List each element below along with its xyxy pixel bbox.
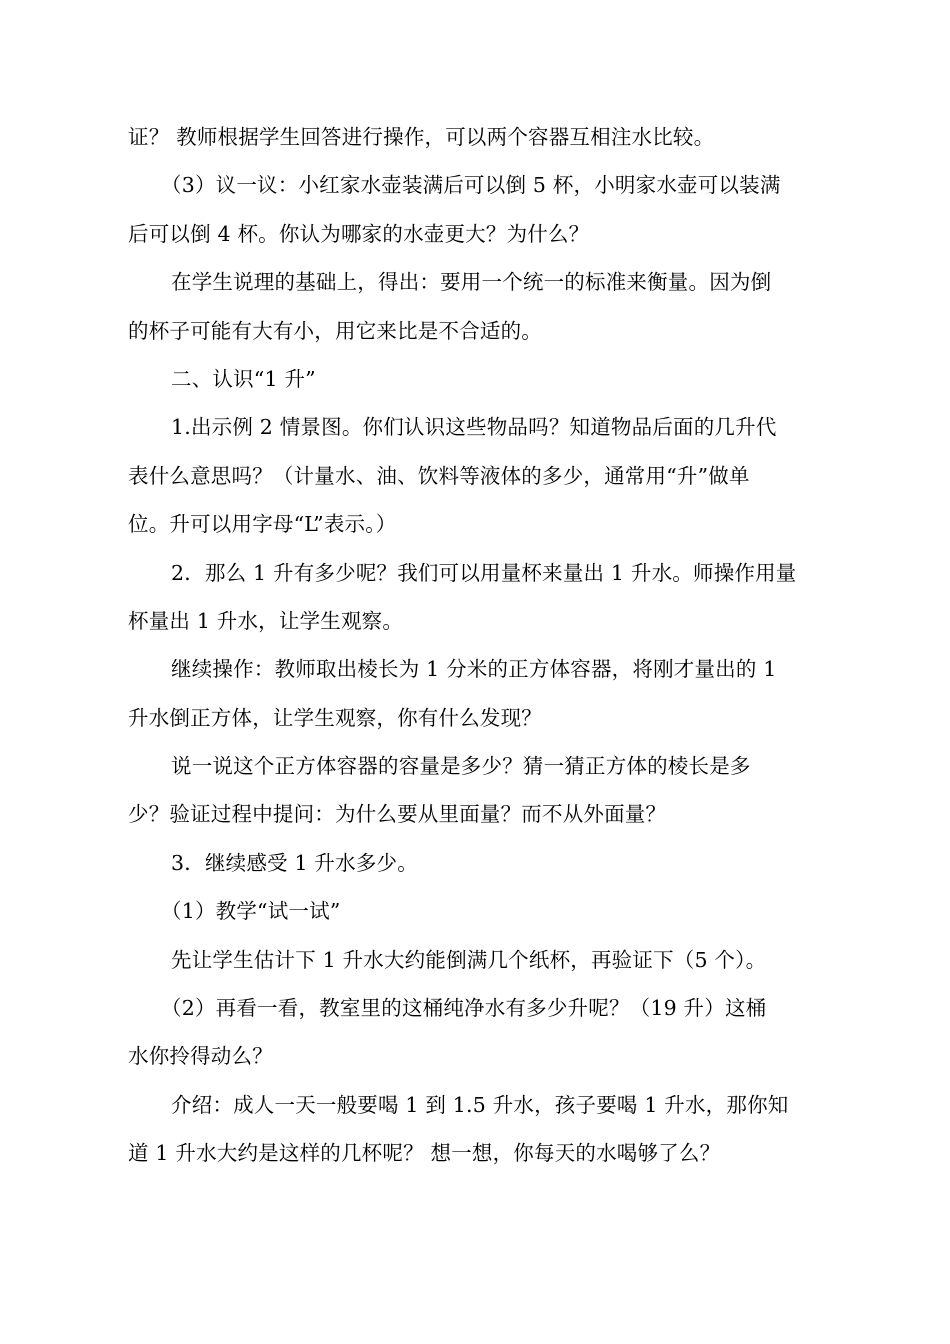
text-line: 1.出示例 2 情景图。你们认识这些物品吗？知道物品后面的几升代 bbox=[171, 415, 777, 440]
text-line: 证？ 教师根据学生回答进行操作，可以两个容器互相注水比较。 bbox=[128, 125, 715, 149]
text-line: （2）再看一看，教室里的这桶纯净水有多少升呢？（19 升）这桶 bbox=[161, 996, 767, 1021]
section-heading: 二、认识“1 升” bbox=[171, 366, 316, 391]
document-body bbox=[128, 113, 828, 1178]
text-line: 介绍：成人一天一般要喝 1 到 1.5 升水，孩子要喝 1 升水，那你知 bbox=[171, 1092, 789, 1117]
text-line: 说一说这个正方体容器的容量是多少？猜一猜正方体的棱长是多 bbox=[171, 754, 751, 779]
text-line: （3）议一议：小红家水壶装满后可以倒 5 杯，小明家水壶可以装满 bbox=[161, 173, 781, 198]
text-line: （1）教学“试一试” bbox=[161, 899, 341, 924]
text-line: 升水倒正方体，让学生观察，你有什么发现？ bbox=[128, 705, 542, 730]
text-line: 水你拎得动么？ bbox=[128, 1044, 273, 1069]
text-line: 位。升可以用字母“L”表示。） bbox=[128, 512, 397, 537]
text-line: 继续操作：教师取出棱长为 1 分米的正方体容器，将刚才量出的 1 bbox=[171, 657, 777, 682]
text-line: 的杯子可能有大有小，用它来比是不合适的。 bbox=[128, 318, 542, 343]
text-line: 先让学生估计下 1 升水大约能倒满几个纸杯，再验证下（5 个）。 bbox=[171, 947, 767, 972]
text-line: 杯量出 1 升水，让学生观察。 bbox=[128, 608, 404, 633]
text-line: 表什么意思吗？（计量水、油、饮料等液体的多少，通常用“升”做单 bbox=[128, 463, 750, 488]
text-line: 在学生说理的基础上，得出：要用一个统一的标准来衡量。因为倒 bbox=[171, 270, 772, 295]
text-line: 后可以倒 4 杯。你认为哪家的水壶更大？为什么？ bbox=[128, 221, 590, 246]
text-line: 3．继续感受 1 升水多少。 bbox=[171, 850, 418, 875]
text-line: 2．那么 1 升有多少呢？我们可以用量杯来量出 1 升水。师操作用量 bbox=[171, 560, 797, 585]
text-line: 道 1 升水大约是这样的几杯呢？ 想一想，你每天的水喝够了么？ bbox=[128, 1141, 721, 1166]
text-line: 少？验证过程中提问：为什么要从里面量？而不从外面量？ bbox=[128, 802, 667, 827]
